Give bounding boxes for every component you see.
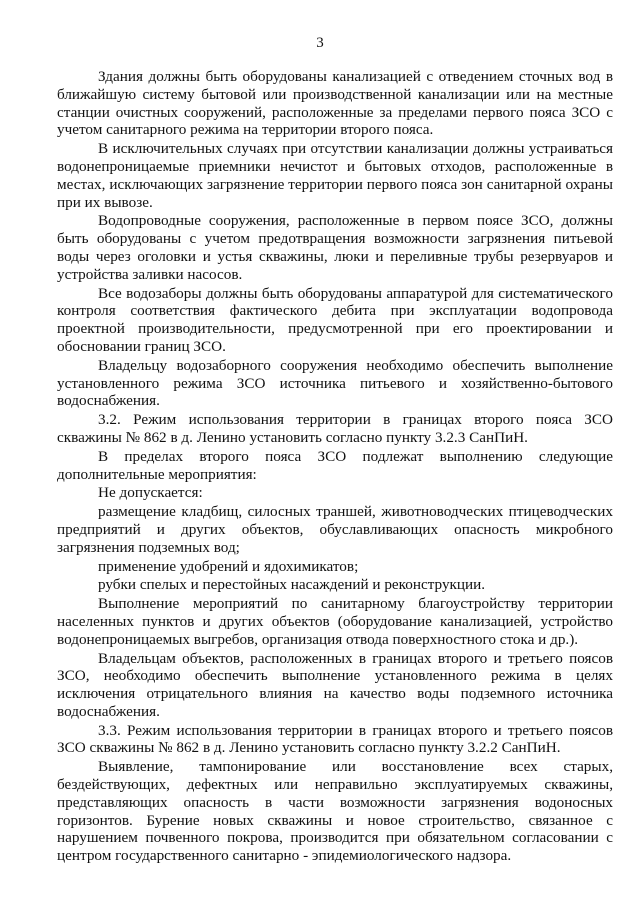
list-item-fertilizers: применение удобрений и ядохимикатов;: [98, 557, 359, 575]
paragraph-not-allowed: Не допускается:: [98, 484, 203, 502]
paragraph-additional-measures: В пределах второго пояса ЗСО подлежат выполнению следующие дополнительные мероприятия:: [57, 447, 613, 483]
document-body: [57, 68, 613, 865]
paragraph-wells-identification: Выявление, тампонирование или восстановление всех старых, бездействующих, дефектных или неправильно эксплуатируемых скважины, представляющих опасность в части возможности загрязнения водоносных горизонтов. Бурение новых скважины и новое строительство, связанное с нарушением почвенного покрова, производится при обязательном согласовании с центром государственного санитарно - эпидемиологического надзора.: [57, 758, 613, 865]
paragraph-water-intake-control: Все водозаборы должны быть оборудованы аппаратурой для систематического контроля соответствия фактического дебита при эксплуатации водопровода проектной производительности, предусмотренной при его проектировании и обосновании границ ЗСО.: [57, 284, 613, 355]
paragraph-waste-receivers: В исключительных случаях при отсутствии канализации должны устраиваться водонепроницаемые приемники нечистот и бытовых отходов, расположенные в местах, исключающих загрязнение территории первого пояса зон санитарной охраны при их вывозе.: [57, 140, 613, 211]
paragraph-object-owners: Владельцам объектов, расположенных в границах второго и третьего поясов ЗСО, необходимо обеспечить выполнение установленного режима в целях исключения отрицательного влияния на качество воды подземного источника водоснабжения.: [57, 649, 613, 720]
list-item-logging: рубки спелых и перестойных насаждений и реконструкции.: [98, 576, 486, 594]
page-number: 3: [316, 35, 324, 51]
paragraph-water-structures: Водопроводные сооружения, расположенные в первом поясе ЗСО, должны быть оборудованы с учетом предотвращения возможности загрязнения питьевой воды через оголовки и устья скважины, люки и переливные трубы резервуаров и устройства заливки насосов.: [57, 212, 613, 283]
paragraph-owner-duty: Владельцу водозаборного сооружения необходимо обеспечить выполнение установленного режима ЗСО источника питьевого и хозяйственно-бытового водоснабжения.: [57, 356, 613, 410]
paragraph-section-3-2: 3.2. Режим использования территории в границах второго пояса ЗСО скважины № 862 в д. Ленино установить согласно пункту 3.2.3 СанПиН.: [57, 411, 613, 446]
list-item-cemeteries: размещение кладбищ, силосных траншей, животноводческих птицеводческих предприятий и других объектов, обуславливающих опасность микробного загрязнения подземных вод;: [57, 503, 613, 556]
paragraph-sanitary-improvement: Выполнение мероприятий по санитарному благоустройству территории населенных пунктов и других объектов (оборудование канализацией, устройство водонепроницаемых выгребов, организация отвода поверхностного стока и др.).: [57, 595, 613, 648]
paragraph-sewerage: Здания должны быть оборудованы канализацией с отведением сточных вод в ближайшую систему бытовой или производственной канализации или на местные станции очистных сооружений, расположенные за пределами первого пояса ЗСО с учетом санитарного режима на территории второго пояса.: [57, 68, 613, 139]
paragraph-section-3-3: 3.3. Режим использования территории в границах второго и третьего поясов ЗСО скважины № 862 в д. Ленино установить согласно пункту 3.2.2 СанПиН.: [57, 721, 613, 757]
